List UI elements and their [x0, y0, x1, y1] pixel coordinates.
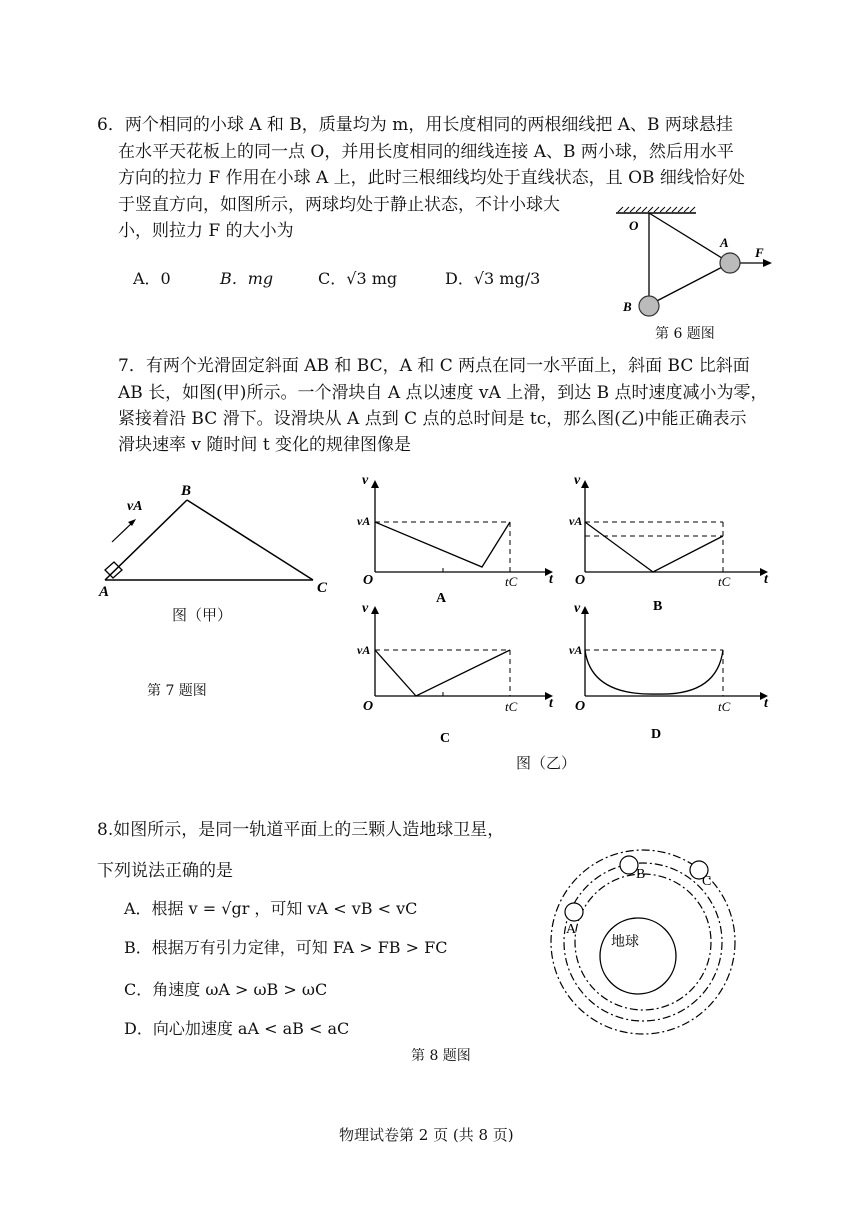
q7-label-b: B: [181, 483, 192, 499]
svg-text:v: v: [574, 601, 581, 616]
svg-text:v: v: [362, 601, 369, 616]
svg-text:O: O: [575, 573, 586, 588]
svg-text:t: t: [764, 696, 768, 711]
q8-option-d: D．向心加速度 aA < aB < aC: [124, 1019, 350, 1038]
q6-line-5: 小，则拉力 F 的大小为: [118, 221, 294, 241]
q7-graph-b: [565, 472, 780, 614]
q7-line-3: 紧接着沿 BC 滑下。设滑块从 A 点到 C 点的总时间是 tc，那么图(乙)中能正确表示: [118, 409, 747, 429]
q6-line-1: 6．两个相同的小球 A 和 B，质量均为 m，用长度相同的两根细线把 A、B 两球悬挂: [97, 115, 733, 135]
svg-text:O: O: [363, 573, 374, 588]
q7-caption: 第 7 题图: [147, 683, 207, 699]
q8-option-a: A．根据 v = √gr ，可知 vA < vB < vC: [124, 899, 418, 918]
q7-graph-c-curve: [375, 650, 510, 696]
q7-line-1: 7．有两个光滑固定斜面 AB 和 BC，A 和 C 两点在同一水平面上，斜面 BC 比斜面: [118, 356, 750, 376]
q7-caption-yi: 图（乙）: [516, 754, 577, 772]
q7-line-2: AB 长，如图(甲)所示。一个滑块自 A 点以速度 vA 上滑，到达 B 点时速度减小为零，: [118, 383, 768, 403]
q8-caption: 第 8 题图: [411, 1048, 471, 1064]
q8-option-c: C．角速度 ωA > ωB > ωC: [124, 980, 328, 999]
q7-slider-block: [105, 562, 122, 578]
q7-label-c: C: [317, 580, 328, 596]
svg-text:t: t: [549, 696, 553, 711]
q7-graph-d-label: D: [651, 727, 662, 742]
q8-line-1: 8.如图所示，是同一轨道平面上的三颗人造地球卫星，: [97, 820, 505, 840]
q6-option-d: D．√3 mg/3: [445, 269, 541, 288]
q6-line-3: 方向的拉力 F 作用在小球 A 上，此时三根细线均处于直线状态，且 OB 细线恰好处: [118, 168, 745, 188]
q6-option-a: A．0: [133, 269, 171, 288]
page-footer: 物理试卷第 2 页 (共 8 页): [339, 1126, 514, 1144]
q6-label-f: F: [755, 245, 764, 260]
q7-graph-a-curve: [375, 522, 510, 567]
q8-satellite-a: [565, 903, 583, 921]
q7-line-4: 滑块速率 v 随时间 t 变化的规律图像是: [118, 435, 412, 455]
q7-label-va: vA: [127, 499, 143, 514]
q6-figure: [610, 205, 790, 323]
q6-option-b: B．mg: [220, 269, 274, 288]
q7-graph-c: [355, 600, 565, 750]
q7-graph-a: [355, 472, 565, 614]
q6-line-2: 在水平天花板上的同一点 O，并用长度相同的细线连接 A、B 两小球，然后用水平: [118, 142, 734, 162]
q7-graph-d: [565, 600, 780, 750]
q8-label-b: B: [636, 867, 646, 882]
svg-text:vA: vA: [569, 643, 583, 657]
q6-string-ab: [649, 263, 730, 305]
svg-text:t: t: [764, 572, 768, 587]
svg-text:tC: tC: [505, 699, 518, 714]
svg-text:t: t: [549, 572, 553, 587]
q6-string-oa: [649, 213, 730, 263]
svg-text:tC: tC: [718, 699, 731, 714]
q6-ball-b: [639, 296, 659, 316]
svg-text:O: O: [363, 699, 374, 714]
q6-option-c: C．√3 mg: [318, 269, 398, 288]
svg-text:v: v: [362, 473, 369, 488]
q8-label-c: C: [702, 874, 712, 889]
svg-text:v: v: [574, 473, 581, 488]
q7-graph-c-label: C: [440, 731, 451, 746]
q7-graph-b-curve: [585, 522, 723, 572]
q7-label-a: A: [99, 584, 110, 600]
q6-caption: 第 6 题图: [655, 326, 715, 342]
q7-figure-jia: [95, 480, 340, 600]
q8-option-b: B．根据万有引力定律，可知 FA > FB > FC: [124, 938, 448, 957]
svg-text:tC: tC: [718, 574, 731, 589]
q8-earth: [600, 918, 676, 994]
q8-label-earth: 地球: [611, 935, 639, 950]
q7-caption-jia: 图（甲）: [172, 606, 233, 624]
q8-figure: [525, 838, 775, 1048]
q8-line-2: 下列说法正确的是: [97, 861, 233, 881]
q7-graph-d-curve: [585, 650, 723, 694]
svg-text:O: O: [575, 699, 586, 714]
q6-label-o: O: [629, 218, 639, 233]
svg-text:vA: vA: [569, 514, 583, 528]
q7-graph-b-label: B: [653, 599, 663, 614]
svg-text:tC: tC: [505, 574, 518, 589]
svg-text:vA: vA: [357, 643, 371, 657]
q7-graph-a-label: A: [436, 591, 447, 606]
q6-line-4: 于竖直方向，如图所示，两球均处于静止状态，不计小球大: [118, 195, 560, 215]
svg-text:vA: vA: [357, 514, 371, 528]
q6-label-a: A: [720, 235, 729, 250]
q8-label-a: A: [566, 922, 577, 937]
q6-force-arrow: [763, 259, 772, 267]
q6-ball-a: [720, 253, 740, 273]
q6-label-b: B: [623, 299, 632, 314]
